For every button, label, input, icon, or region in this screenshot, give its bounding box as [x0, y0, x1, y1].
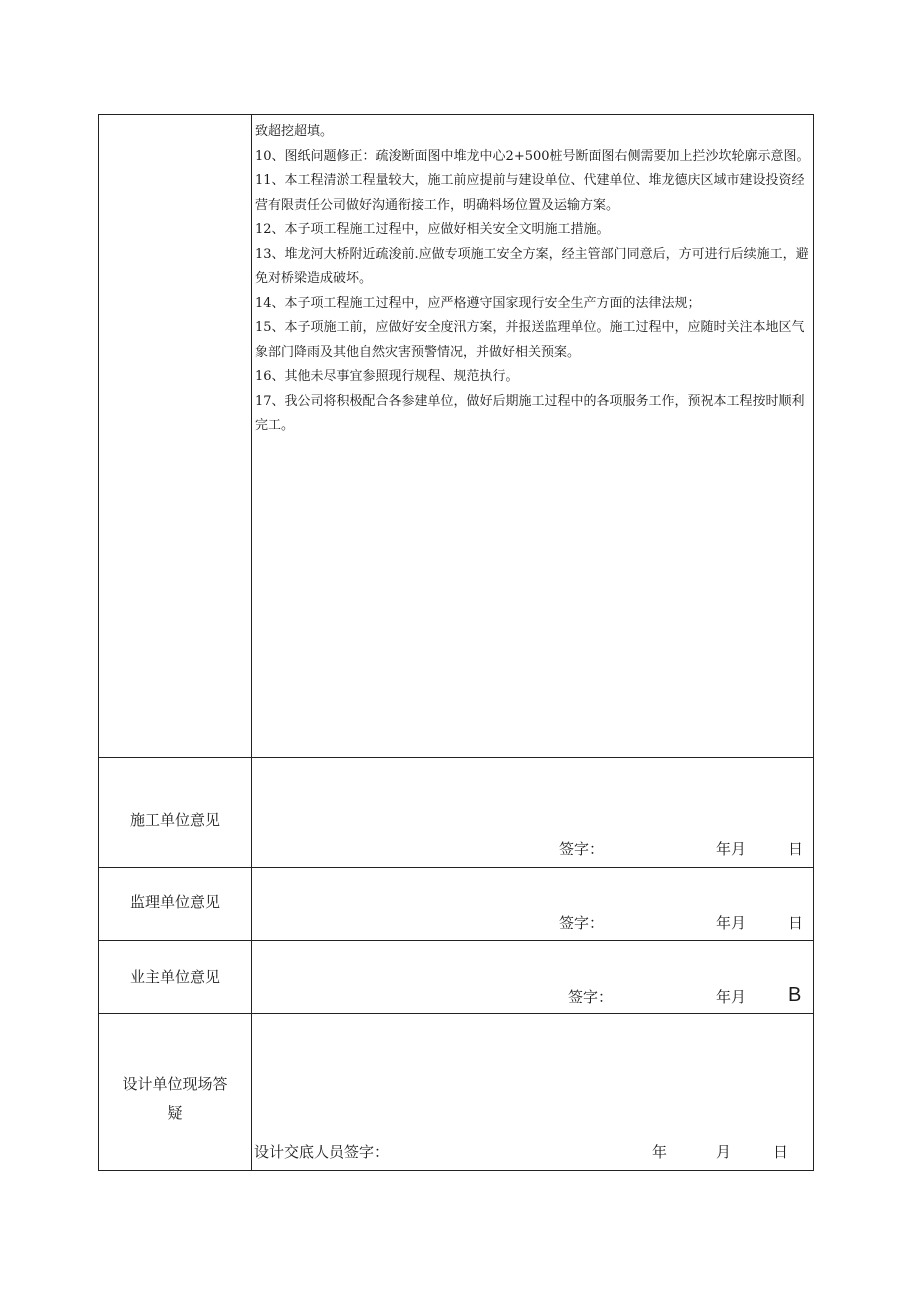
design-day: 日	[773, 1143, 789, 1161]
row-divider	[99, 757, 813, 758]
owner-signature-label: 签字：	[568, 988, 614, 1006]
supervisor-day: 日	[788, 914, 804, 932]
supervisor-signature-label: 签字：	[559, 914, 605, 932]
disclosure-content	[255, 120, 811, 439]
disclosure-form-table	[98, 114, 814, 1171]
content-paragraph: 11、本工程清淤工程量较大，施工前应提前与建设单位、代建单位、堆龙德庆区域市建设投资经营有限责任公司做好沟通衔接工作，明确料场位置及运输方案。	[255, 173, 805, 213]
row-divider	[99, 1013, 813, 1014]
content-paragraph: 16、其他未尽事宜参照现行规程、规范执行。	[255, 369, 519, 384]
column-divider	[251, 115, 252, 1170]
content-paragraph: 12、本子项工程施工过程中，应做好相关安全文明施工措施。	[255, 222, 610, 237]
contractor-signature-label: 签字：	[559, 840, 605, 858]
owner-day-mark: B	[788, 984, 802, 1006]
row-divider	[99, 867, 813, 868]
supervisor-opinion-label: 监理单位意见	[129, 893, 220, 911]
design-month: 月	[716, 1143, 732, 1161]
contractor-year-month: 年月	[716, 840, 747, 858]
content-paragraph: 15、本子项施工前，应做好安全度汛方案，并报送监理单位。施工过程中，应随时关注本地区气象部门降雨及其他自然灾害预警情况，并做好相关预案。	[255, 320, 805, 360]
contractor-day: 日	[788, 840, 804, 858]
content-paragraph: 致超挖超填。	[255, 124, 334, 139]
owner-year-month: 年月	[716, 988, 747, 1006]
contractor-opinion-label: 施工单位意见	[129, 811, 220, 829]
content-paragraph: 10、图纸问题修正：疏浚断面图中堆龙中心2+500桩号断面图右侧需要加上拦沙坎轮廓示意图。	[255, 148, 810, 164]
row-divider	[99, 940, 813, 941]
design-year: 年	[652, 1143, 668, 1161]
design-signature-label: 设计交底人员签字：	[254, 1143, 390, 1161]
content-paragraph: 17、我公司将积极配合各参建单位，做好后期施工过程中的各项服务工作，预祝本工程按时顺利完工。	[255, 393, 805, 433]
content-paragraph: 13、堆龙河大桥附近疏浚前.应做专项施工安全方案，经主管部门同意后，方可进行后续施工，避免对桥梁造成破坏。	[255, 246, 809, 286]
design-qa-label-line1: 设计单位现场答	[122, 1075, 228, 1093]
supervisor-year-month: 年月	[716, 914, 747, 932]
design-qa-label-line2: 疑	[167, 1104, 183, 1122]
owner-opinion-label: 业主单位意见	[129, 968, 220, 986]
content-paragraph: 14、本子项工程施工过程中，应严格遵守国家现行安全生产方面的法律法规；	[255, 295, 701, 311]
